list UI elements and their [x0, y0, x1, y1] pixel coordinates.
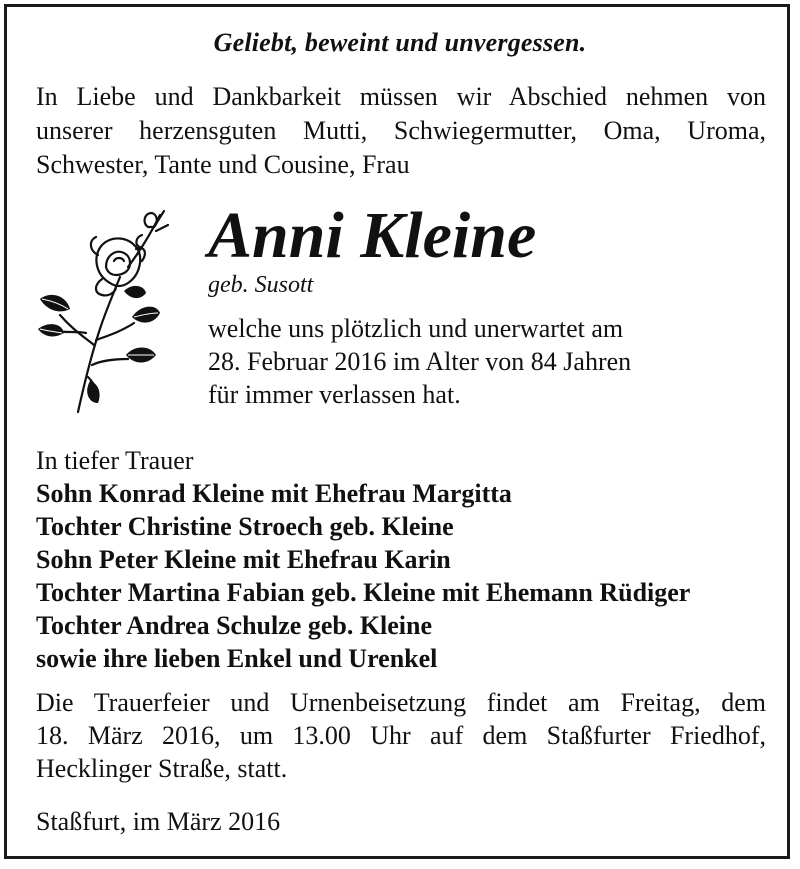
death-line: 28. Februar 2016 im Alter von 84 Jahren [208, 347, 632, 376]
funeral-paragraph [36, 686, 766, 785]
death-line: für immer verlassen hat. [208, 380, 461, 409]
death-line: welche uns plötzlich und unerwartet am [208, 314, 624, 343]
mourner-line: sowie ihre lieben Enkel und Urenkel [36, 644, 438, 673]
intro-line: unserer herzensguten Mutti, Schwiegermutter, Oma, Uroma, [36, 116, 766, 145]
funeral-line: Die Trauerfeier und Urnenbeisetzung findet am Freitag, dem [36, 688, 766, 717]
mourner-line: Sohn Konrad Kleine mit Ehefrau Margitta [36, 479, 512, 508]
intro-paragraph [36, 80, 766, 182]
notice-heading: Geliebt, beweint und unvergessen. [213, 28, 587, 57]
rose-icon [36, 205, 171, 415]
mourning-intro: In tiefer Trauer [36, 446, 194, 475]
funeral-line: Hecklinger Straße, statt. [36, 754, 288, 783]
funeral-line: 18. März 2016, um 13.00 Uhr auf dem Staßfurter Friedhof, [36, 721, 766, 750]
mourner-line: Sohn Peter Kleine mit Ehefrau Karin [36, 545, 451, 574]
deceased-name: Anni Kleine [208, 199, 537, 272]
place-date: Staßfurt, im März 2016 [36, 807, 281, 836]
maiden-name: geb. Susott [208, 272, 314, 298]
intro-line: In Liebe und Dankbarkeit müssen wir Abschied nehmen von [36, 82, 766, 111]
mourner-line: Tochter Martina Fabian geb. Kleine mit Ehemann Rüdiger [36, 578, 691, 607]
intro-line: Schwester, Tante und Cousine, Frau [36, 150, 410, 179]
mourner-line: Tochter Christine Stroech geb. Kleine [36, 512, 454, 541]
death-paragraph [208, 312, 631, 411]
mourner-line: Tochter Andrea Schulze geb. Kleine [36, 611, 433, 640]
mourners-block [36, 444, 690, 675]
